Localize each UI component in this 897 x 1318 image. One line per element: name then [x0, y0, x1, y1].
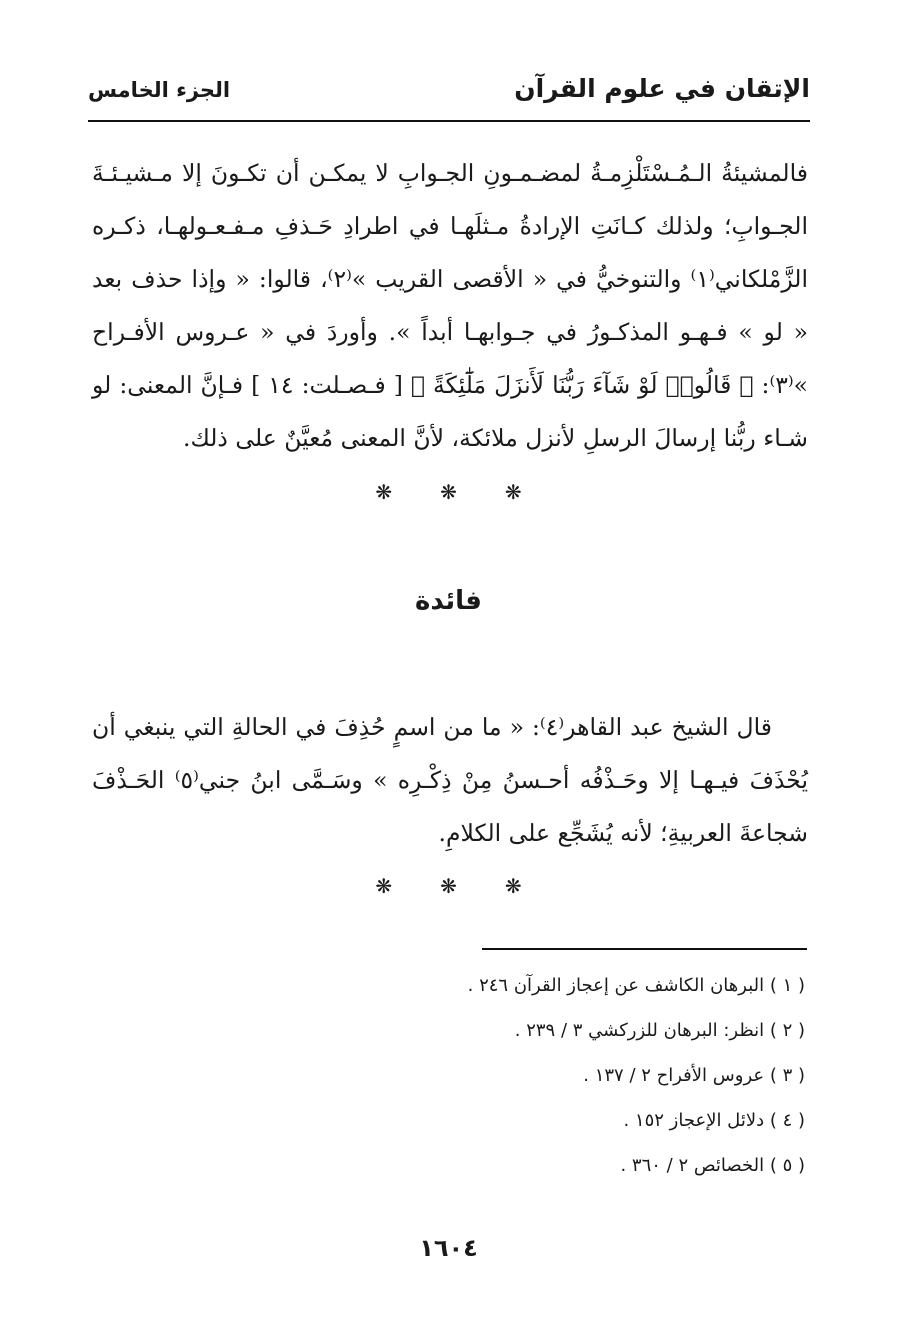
paragraph-1: فالمشيئةُ الـمُـسْتَلْزِمـةُ لمضـمـونِ الجـوابِ لا يمكـن أن تكـونَ إلا مـشيـئـةَ الجـوابِ؛ ولذلك كـانَتِ الإرادةُ مـثلَهـا في اطرادِ حَـذفِ مـفـعـولهـا، ذكـره الزَّمْلكاني⁽١⁾ والتنوخيُّ في « الأقصى القريب »⁽٢⁾، قالوا: « وإذا حذف بعد « لو » فـهـو المذكـورُ في جـوابهـا أبداً ». وأوردَ في « عـروس الأفـراح »⁽٣⁾: ﴿ قَالُوا۟ لَوْ شَآءَ رَبُّنَا لَأَنزَلَ مَلَٰٓئِكَةً ﴾ [ فـصـلت: ١٤ ] فـإنَّ المعنى: لو شـاء ربُّنا إرسالَ الرسلِ لأنزل ملائكة، لأنَّ المعنى مُعيَّنٌ على ذلك.: [92, 159, 809, 452]
star-ornament: ❋: [375, 480, 393, 504]
footnote-item: ( ١ ) البرهان الكاشف عن إعجاز القرآن ٢٤٦ .: [467, 975, 805, 996]
page-number: ١٦٠٤: [419, 1234, 478, 1262]
volume-label: الجزء الخامس: [88, 78, 231, 102]
book-title: الإتقان في علوم القرآن: [514, 74, 810, 103]
running-header: [88, 68, 810, 118]
star-ornament: ❋: [375, 874, 393, 898]
star-ornament: ❋: [440, 874, 457, 898]
footnotes-list: [105, 966, 805, 1191]
section-title: فائدة: [415, 586, 482, 616]
separator-stars-1: [0, 480, 897, 504]
separator-stars-2: [0, 874, 897, 898]
footnote-item: ( ٢ ) انظر: البرهان للزركشي ٣ / ٢٣٩ .: [514, 1020, 805, 1041]
star-ornament: ❋: [440, 480, 457, 504]
star-ornament: ❋: [504, 480, 522, 504]
star-ornament: ❋: [504, 874, 522, 898]
paragraph-2: قال الشيخ عبد القاهر⁽٤⁾: « ما من اسمٍ حُذِفَ في الحالةِ التي ينبغي أن يُحْذَفَ فيـهـا إلا وحَـذْفُه أحـسنُ مِنْ ذِكْـرِه » وسَـمَّى ابنُ جني⁽٥⁾ الحَـذْفَ شجاعةَ العربيةِ؛ لأنه يُشَجِّع على الكلامِ.: [92, 713, 808, 847]
footnote-item: ( ٥ ) الخصائص ٢ / ٣٦٠ .: [620, 1155, 805, 1176]
header-divider: [88, 120, 810, 122]
footnote-item: ( ٤ ) دلائل الإعجاز ١٥٢ .: [623, 1110, 805, 1131]
footnote-item: ( ٣ ) عروس الأفراح ٢ / ١٣٧ .: [583, 1065, 805, 1086]
footnote-divider: [482, 948, 807, 950]
